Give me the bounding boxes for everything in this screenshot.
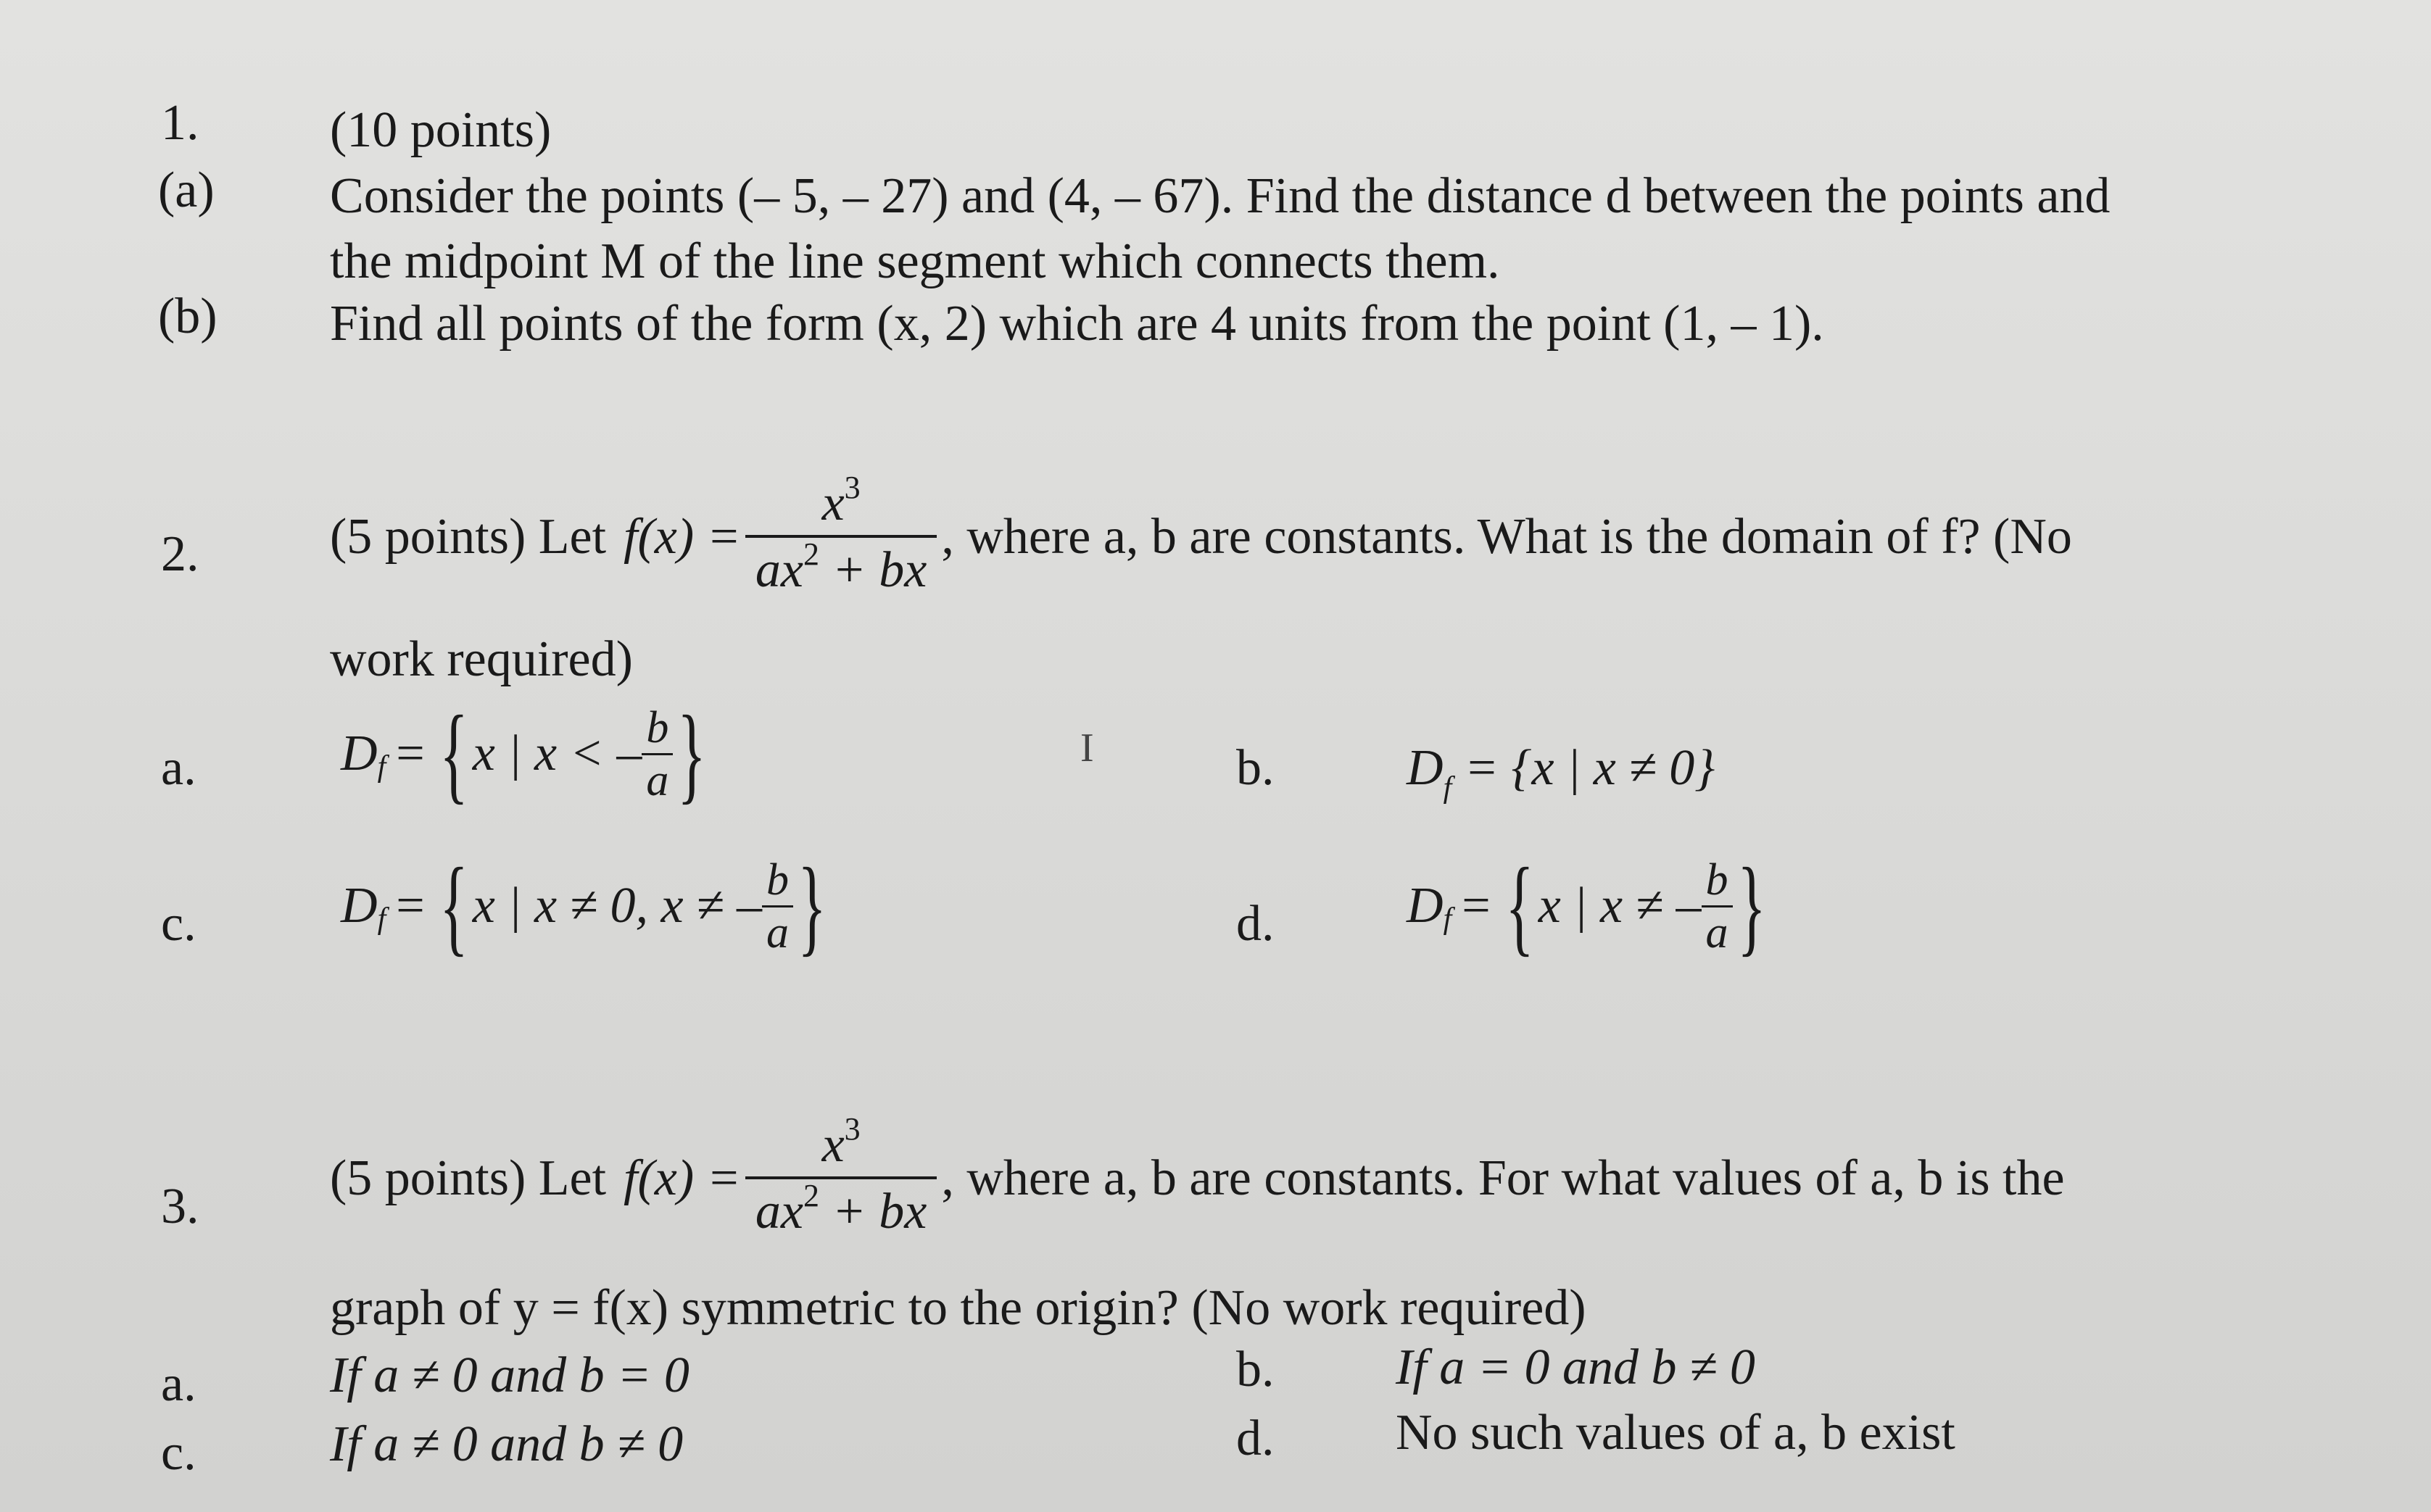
q3-stem	[330, 1111, 2065, 1239]
q3-number: 3.	[161, 1179, 199, 1234]
q3-option-c: If a ≠ 0 and b ≠ 0	[330, 1416, 684, 1472]
q3-option-a: If a ≠ 0 and b = 0	[330, 1347, 689, 1403]
q1-points: (10 points)	[330, 102, 552, 158]
q1b-label: (b)	[158, 288, 218, 344]
q2-after: , where a, b are constants. What is the domain of f? (No	[941, 509, 2072, 565]
text-cursor-icon: I	[1080, 726, 1094, 770]
q2-denominator: $ax^2$ + bx	[745, 535, 937, 596]
q2-option-d: D f = { x | x ≠ – b a }	[1407, 846, 1766, 966]
left-brace: {	[439, 846, 468, 966]
q3-fraction	[745, 1111, 937, 1239]
q3-option-b-label: b.	[1236, 1342, 1275, 1397]
q3-denominator: $ax^2$ + bx	[745, 1176, 937, 1237]
q2-fx: f(x) =	[624, 509, 741, 565]
q1a-line1: Consider the points (– 5, – 27) and (4, – 67). Find the distance d between the points and	[330, 168, 2111, 224]
q3-line2: graph of y = f(x) symmetric to the origin? (No work required)	[330, 1280, 1586, 1336]
q3-after: , where a, b are constants. For what values of a, b is the	[941, 1150, 2065, 1206]
q3-fx: f(x) =	[624, 1150, 741, 1206]
q2-d-fraction: b a	[1702, 857, 1733, 955]
q1b-line: Find all points of the form (x, 2) which are 4 units from the point (1, – 1).	[330, 296, 1824, 352]
q3-option-c-label: c.	[161, 1425, 196, 1481]
q2-option-a-label: a.	[161, 740, 196, 796]
q2-number: 2.	[161, 526, 199, 582]
q3-numerator: $x^3$	[821, 1111, 861, 1173]
q3-option-d-label: d.	[1236, 1411, 1275, 1466]
q1a-line2: the midpoint M of the line segment which connects them.	[330, 233, 1500, 289]
q2-option-b-label: b.	[1236, 740, 1275, 796]
q3-intro: (5 points) Let	[330, 1150, 607, 1206]
right-brace: }	[677, 694, 707, 814]
q2-option-c-label: c.	[161, 896, 196, 952]
left-brace: {	[1504, 846, 1534, 966]
q2-a-fraction: b a	[642, 705, 673, 803]
right-brace: }	[798, 846, 827, 966]
q2-intro: (5 points) Let	[330, 509, 607, 565]
q3-option-a-label: a.	[161, 1356, 196, 1412]
q2-option-d-label: d.	[1236, 896, 1275, 952]
right-brace: }	[1736, 846, 1766, 966]
q2-option-c: D f = { x | x ≠ 0, x ≠ – b a }	[341, 846, 827, 966]
q3-option-b: If a = 0 and b ≠ 0	[1396, 1339, 1755, 1395]
q2-c-fraction: b a	[762, 857, 793, 955]
q2-option-a: D f = { x | x < – b a }	[341, 694, 707, 814]
q2-numerator: $x^3$	[821, 470, 861, 531]
q2-line2: work required)	[330, 631, 633, 687]
q3-option-d: No such values of a, b exist	[1396, 1405, 1955, 1461]
q2-option-b: $D_f = \{x$ | x ≠ 0}	[1407, 740, 1715, 805]
q2-stem	[330, 470, 2072, 598]
q1a-label: (a)	[158, 162, 215, 218]
q2-fraction	[745, 470, 937, 598]
q1-number: 1.	[161, 95, 199, 151]
left-brace: {	[439, 694, 468, 814]
